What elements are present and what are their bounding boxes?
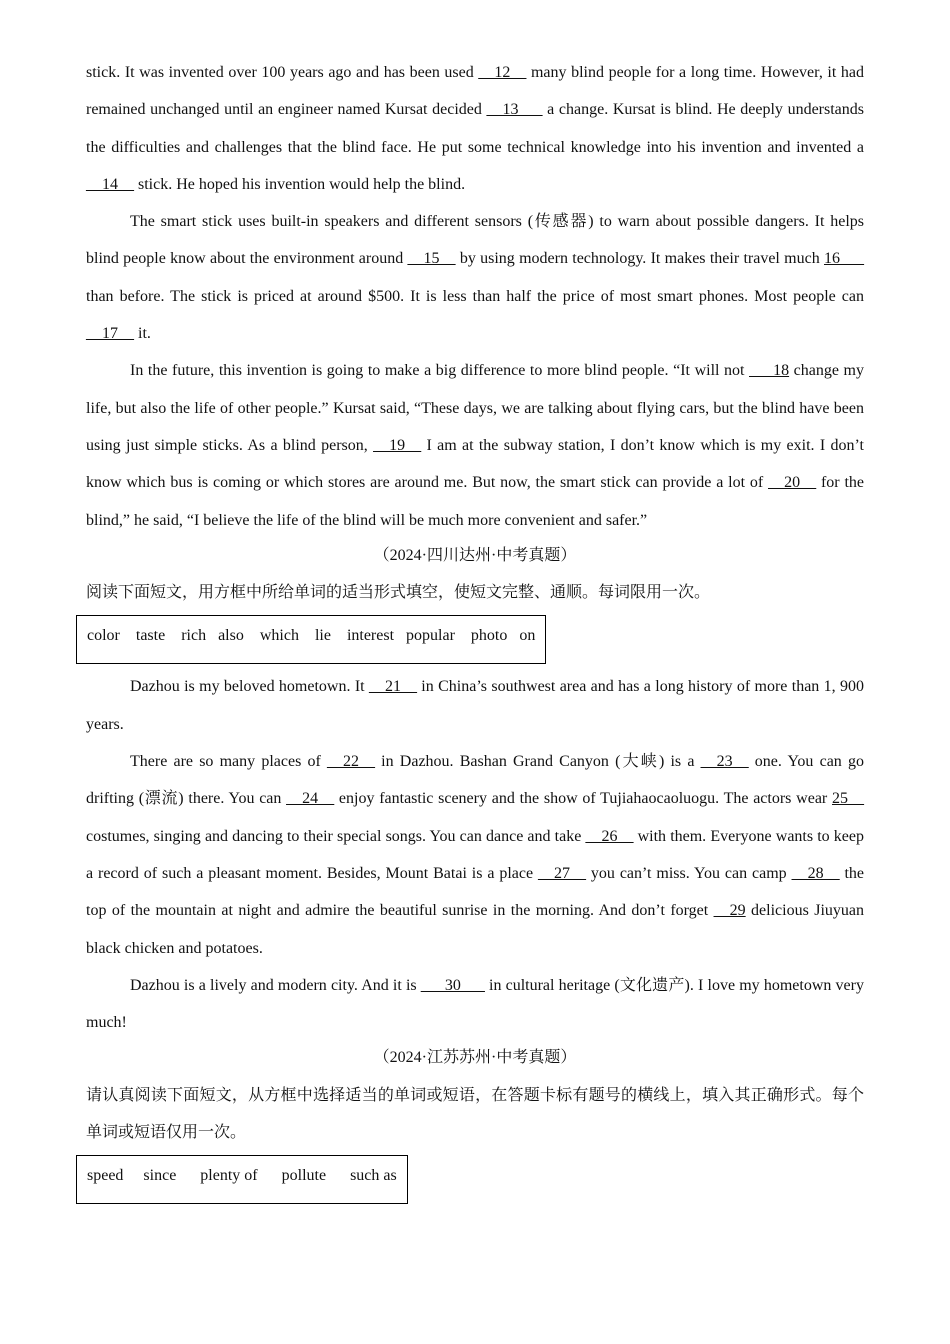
section3-instruction: 请认真阅读下面短文，从方框中选择适当的单词或短语，在答题卡标有题号的横线上，填入其正确形式。每个单词或短语仅用一次。 bbox=[86, 1086, 864, 1142]
text: in cultural heritage (文化遗产). I love my hometown very much! bbox=[86, 976, 864, 1032]
blank-19: __19__ bbox=[373, 436, 422, 454]
text: in Dazhou. Bashan Grand Canyon (大峡) is a bbox=[374, 753, 701, 771]
blank-30: ___30___ bbox=[420, 976, 485, 994]
passage1-paragraph-2 bbox=[86, 203, 864, 352]
text: many blind people for a long time. However, it had remained unchanged until an engineer named Kursat decided bbox=[86, 64, 864, 119]
section2-word-box: color taste rich also which lie interest popular photo on bbox=[76, 615, 546, 664]
text: delicious Jiuyuan black chicken and potatoes. bbox=[86, 902, 864, 957]
blank-13: __13___ bbox=[486, 101, 543, 119]
text: change my life, but also the life of other people.” Kursat said, “These days, we are talking about flying cars, but the blind have been using just simple sticks. As a blind person, bbox=[86, 362, 864, 454]
text: than before. The stick is priced at around $500. It is less than half the price of most smart phones. Most people can bbox=[86, 287, 864, 305]
blank-14: __14__ bbox=[86, 175, 134, 193]
section2-paragraph-3 bbox=[86, 967, 864, 1042]
text: enjoy fantastic scenery and the show of Tujiahaocaoluogu. The actors wear bbox=[334, 790, 832, 808]
text: In the future, this invention is going to make a big difference to more blind people. “It will not bbox=[130, 362, 750, 380]
text: I am at the subway station, I don’t know which is my exit. I don’t know which bus is coming or which stores are around me. But now, the smart stick can provide a lot of bbox=[86, 436, 864, 492]
text: Dazhou is my beloved hometown. It bbox=[130, 678, 369, 696]
blank-23: __23__ bbox=[700, 753, 749, 771]
section2-paragraph-1 bbox=[86, 668, 864, 743]
blank-26: __26__ bbox=[585, 827, 634, 845]
blank-22: __22__ bbox=[326, 753, 375, 771]
text: There are so many places of bbox=[130, 753, 327, 771]
passage1-paragraph-3 bbox=[86, 352, 864, 538]
blank-21: __21__ bbox=[368, 678, 417, 696]
blank-28: __28__ bbox=[791, 864, 840, 882]
blank-20: __20__ bbox=[768, 474, 817, 492]
text: for the blind,” he said, “I believe the life of the blind will be much more convenient and safer.” bbox=[86, 474, 865, 529]
text: The smart stick uses built-in speakers and different sensors (传感器) to warn about possible dangers. It helps blind people know about the environment around bbox=[86, 213, 864, 268]
blank-25: 25__ bbox=[832, 790, 864, 808]
blank-12: __12__ bbox=[478, 64, 527, 81]
blank-27: __27__ bbox=[538, 864, 587, 882]
text: stick. It was invented over 100 years ago and has been used bbox=[86, 64, 479, 81]
page bbox=[86, 54, 864, 1208]
section2-source: （2024·四川达州·中考真题） bbox=[373, 546, 577, 564]
text: stick. He hoped his invention would help the blind. bbox=[134, 175, 466, 193]
text: with them. Everyone wants to keep a record of such a pleasant moment. Besides, Mount Batai is a place bbox=[86, 827, 865, 882]
blank-15: __15__ bbox=[407, 250, 456, 268]
text: you can’t miss. You can camp bbox=[586, 864, 792, 882]
section3-source: （2024·江苏苏州·中考真题） bbox=[373, 1049, 577, 1067]
section2-paragraph-2 bbox=[86, 743, 864, 967]
blank-29: __29 bbox=[713, 902, 746, 920]
text: costumes, singing and dancing to their special songs. You can dance and take bbox=[86, 827, 586, 845]
blank-24: __24__ bbox=[286, 790, 335, 808]
section3-word-box: speed since plenty of pollute such as bbox=[76, 1155, 408, 1204]
text: one. You can go drifting (漂流) there. You can bbox=[86, 753, 864, 808]
blank-16: 16___ bbox=[824, 250, 864, 268]
text: Dazhou is a lively and modern city. And it is bbox=[130, 976, 421, 994]
text: by using modern technology. It makes their travel much bbox=[455, 250, 824, 268]
text: the top of the mountain at night and admire the beautiful sunrise in the morning. And don’t forget bbox=[86, 864, 865, 920]
text: in China’s southwest area and has a long history of more than 1, 900 years. bbox=[86, 678, 865, 733]
blank-18: ___18 bbox=[749, 362, 790, 380]
text: it. bbox=[134, 325, 151, 343]
passage1-paragraph-1 bbox=[86, 54, 864, 203]
section2-instruction: 阅读下面短文，用方框中所给单词的适当形式填空，使短文完整、通顺。每词限用一次。 bbox=[86, 584, 711, 602]
blank-17: __17__ bbox=[86, 325, 134, 343]
text: a change. Kursat is blind. He deeply understands the difficulties and challenges that the blind face. He put some technical knowledge into his invention and invented a bbox=[86, 101, 864, 156]
